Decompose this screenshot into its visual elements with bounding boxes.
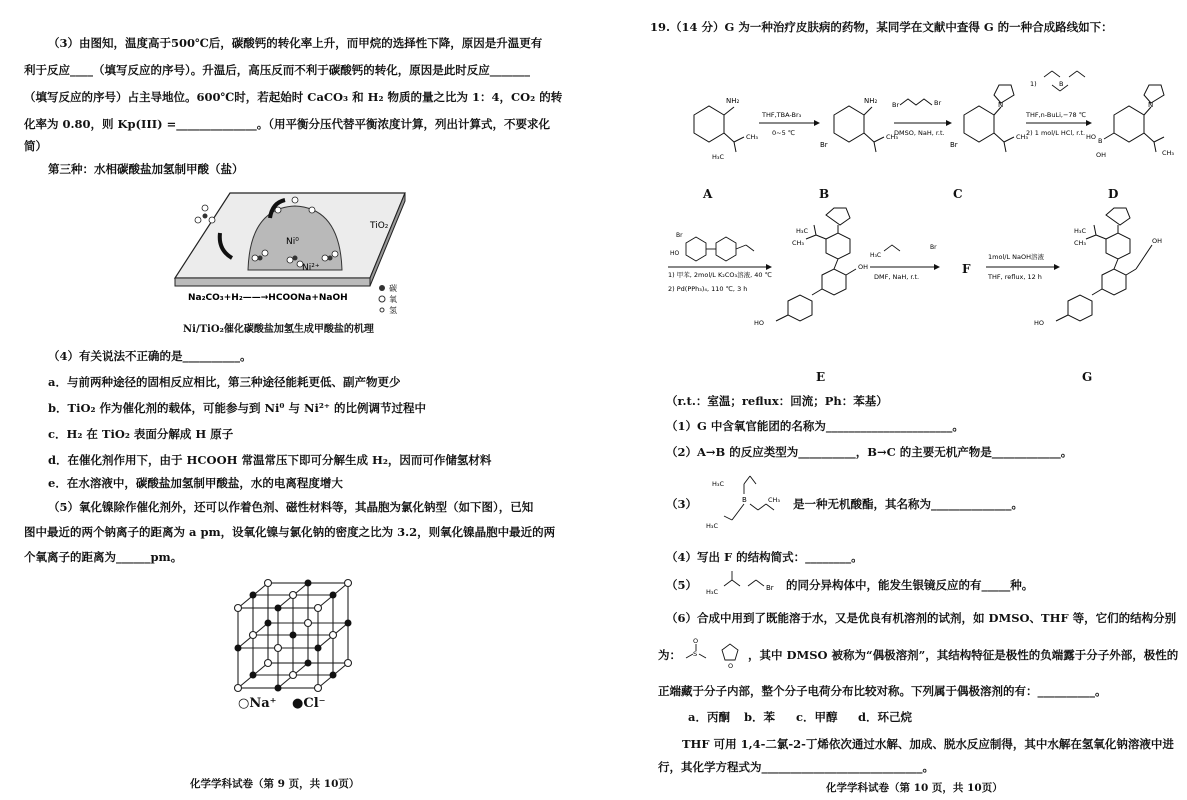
q19-part2: （2）A→B 的反应类型为__________，B→C 的主要无机产物是____________。 — [666, 445, 1073, 459]
q19-part6-line-1: （6）合成中用到了既能溶于水，又是优良有机溶剂的试剂，如 DMSO、THF 等，它们的结构分别 — [666, 611, 1177, 625]
borate-ch3-1: CH₃ — [768, 496, 781, 504]
compound-g-structure — [1056, 208, 1152, 321]
compound-e-ho: HO — [754, 319, 765, 327]
cond-d-e-1: 1) 甲苯, 2mol/L K₂CO₃溶液, 40 ℃ — [668, 271, 772, 279]
arrow-e-to-f-head — [934, 264, 940, 270]
arrow-f-to-g-head — [1054, 264, 1060, 270]
compound-c-structure — [964, 85, 1014, 152]
label-b: B — [819, 187, 830, 201]
q4-option-c: c．H₂ 在 TiO₂ 表面分解成 H 原子 — [48, 427, 234, 441]
q3-line-4: 化率为 0.80，则 Kp(III) =______________。（用平衡分压代替平衡浓度计算，列出计算式，不要求化 — [24, 117, 550, 131]
dmso-o: O — [693, 637, 699, 645]
thf-prep-line-2: 行，其化学方程式为____________________________。 — [658, 760, 934, 774]
cond-a-b: THF,TBA-Br₃ — [762, 111, 802, 119]
tio2-label: TiO₂ — [370, 221, 389, 231]
partner-ho: HO — [670, 250, 680, 257]
compound-d-ho: HO — [1086, 133, 1097, 141]
crystal-legend-cl: ●Cl⁻ — [292, 696, 326, 711]
q19-part3-text: 是一种无机酸酯，其名称为______________。 — [793, 497, 1023, 511]
cond-b-c: DMSO, NaH, r.t. — [894, 129, 945, 137]
q4-option-d: d．在催化剂作用下，由于 HCOOH 常温常压下即可分解生成 H₂，因而可作储氢材料 — [48, 453, 492, 467]
compound-d-b: B — [1098, 137, 1103, 145]
acetate-br: Br — [766, 584, 774, 592]
borate-h3c-2: H₃C — [706, 522, 719, 530]
arrow-c-to-d-head — [1086, 120, 1092, 126]
compound-c-br: Br — [950, 141, 958, 149]
thf-prep-line-1: THF 可用 1,4-二氯-2-丁烯依次通过水解、加成、脱水反应制得，其中水解在氢氧化钠溶液中进 — [682, 737, 1174, 751]
abbreviation-note: （r.t.：室温；reflux：回流；Ph：苯基） — [666, 394, 888, 408]
compound-g-ho: HO — [1034, 319, 1045, 327]
ni0-label: Ni⁰ — [286, 237, 299, 247]
q3-line-5: 简） — [24, 139, 47, 153]
option-c: c．甲醇 — [796, 710, 838, 724]
compound-e-structure — [776, 208, 856, 321]
legend-carbon-dot — [379, 285, 385, 291]
compound-e-ch3: CH₃ — [792, 239, 805, 247]
q19-part5-text: 的同分异构体中，能发生银镜反应的有_____种。 — [786, 578, 1034, 592]
compound-d-ch3: CH₃ — [1162, 149, 1174, 157]
q19-part3-label: （3） — [666, 497, 698, 511]
q4-prompt: （4）有关说法不正确的是__________。 — [48, 349, 252, 363]
compound-c-ch3: CH₃ — [1016, 133, 1029, 141]
label-e: E — [816, 370, 826, 384]
label-c: C — [953, 187, 963, 201]
label-f: F — [962, 262, 971, 276]
crystal-legend-na: ○Na⁺ — [238, 696, 277, 711]
cond-a-b-temp: 0~5 ℃ — [772, 129, 796, 137]
compound-d-structure — [1104, 85, 1164, 152]
arrow-b-to-c-head — [946, 120, 952, 126]
cond-c-d-step1: 1) — [1030, 80, 1037, 88]
q19-part6-prefix: 为： — [658, 648, 681, 662]
bromoacetate-sketch — [884, 245, 900, 251]
q5-line-3: 个氧离子的距离为______pm。 — [24, 550, 183, 564]
dibromobutane-br-2: Br — [934, 99, 942, 107]
option-a: a．丙酮 — [688, 710, 730, 724]
compound-e-oh: OH — [858, 263, 869, 271]
nacl-crystal-lattice — [228, 578, 358, 693]
method3-title: 第三种：水相碳酸盐加氢制甲酸（盐） — [48, 162, 244, 176]
q3-line-1: （3）由图知，温度高于500℃后，碳酸钙的转化率上升，而甲烷的选择性下降，原因是升温更有 — [48, 36, 543, 50]
q19-part6-line-3: 正端藏于分子内部，整个分子电荷分布比较对称。下列属于偶极溶剂的有：__________。 — [658, 684, 1107, 698]
legend-oxygen-dot — [379, 296, 385, 302]
arrow-a-to-b-head — [814, 120, 820, 126]
compound-c-n: N — [998, 101, 1004, 109]
compound-a-h3c: H₃C — [712, 153, 725, 161]
ni2-label: Ni²⁺ — [302, 263, 320, 273]
cond-e-f: DMF, NaH, r.t. — [874, 273, 920, 281]
q4-option-a: a．与前两种途径的固相反应相比，第三种途径能耗更低、副产物更少 — [48, 375, 401, 389]
compound-d-oh: OH — [1096, 151, 1107, 159]
q19-part6-line-2: ，其中 DMSO 被称为“偶极溶剂”，其结构特征是极性的负端露于分子外部，极性的 — [748, 648, 1179, 662]
compound-a-nh2: NH₂ — [726, 97, 740, 105]
q19-part1: （1）G 中含氧官能团的名称为______________________。 — [666, 419, 964, 433]
arrow-d-to-e-head — [766, 264, 772, 270]
compound-b-structure — [834, 106, 884, 152]
label-a: A — [703, 187, 713, 201]
cond-c-d-3: 2) 1 mol/L HCl, r.t. — [1026, 129, 1086, 137]
q19-part5-label: （5） — [666, 578, 698, 592]
q19-part4: （4）写出 F 的结构简式：________。 — [666, 550, 863, 564]
dmso-s: S — [693, 650, 698, 658]
q3-line-3: （填写反应的序号）占主导地位。600℃时，若起始时 CaCO₃ 和 H₂ 物质的量之比为 1：4，CO₂ 的转 — [24, 90, 563, 104]
borate-center-b: B — [742, 496, 747, 504]
figure-caption: Ni/TiO₂催化碳酸盐加氢生成甲酸盐的机理 — [183, 324, 374, 335]
bromoacetate-h3c: H₃C — [870, 252, 882, 259]
partner-br: Br — [676, 232, 683, 239]
left-page-footer: 化学学科试卷（第 9 页，共 10页） — [190, 778, 360, 790]
dibromobutane-br-1: Br — [892, 101, 900, 109]
label-g: G — [1082, 370, 1093, 384]
dmso-thf-structures — [682, 634, 746, 674]
right-page-footer: 化学学科试卷（第 10 页，共 10页） — [826, 782, 1003, 794]
cond-c-d-2: THF,n-BuLi,−78 ℃ — [1026, 111, 1087, 119]
plate-edge — [175, 278, 370, 286]
compound-b-nh2: NH₂ — [864, 97, 878, 105]
legend-hydrogen-dot — [380, 308, 384, 312]
left-exam-page — [0, 0, 590, 800]
compound-b-br: Br — [820, 141, 828, 149]
compound-g-oh: OH — [1152, 237, 1163, 245]
dibromobutane-chain — [900, 99, 932, 105]
cond-f-g-2: THF, reflux, 12 h — [988, 273, 1042, 281]
borate-h3c-1: H₃C — [712, 480, 725, 488]
borate-b: B — [1059, 80, 1064, 88]
bromoacetate-br: Br — [930, 244, 937, 251]
compound-e-h3c: H₃C — [796, 227, 809, 235]
label-d: D — [1108, 187, 1119, 201]
compound-g-h3c: H₃C — [1074, 227, 1087, 235]
catalyst-mechanism-figure — [160, 178, 420, 318]
q5-line-1: （5）氧化镍除作催化剂外，还可以作着色剂、磁性材料等，其晶胞为氯化钠型（如下图），已知 — [48, 500, 534, 514]
q5-line-2: 图中最近的两个钠离子的距离为 a pm，设氧化镍与氯化钠的密度之比为 3.2，则氧化镍晶胞中最近的两 — [24, 525, 556, 539]
coupling-partner-structure — [686, 237, 754, 261]
thf-o: O — [728, 662, 734, 670]
compound-b-ch3: CH₃ — [886, 133, 899, 141]
acetate-h3c: H₃C — [706, 588, 719, 596]
bromoethyl-acetate-structure — [704, 568, 784, 596]
q4-option-e: e．在水溶液中，碳酸盐加氢制甲酸盐，水的电离程度增大 — [48, 476, 343, 490]
q3-line-2: 利于反应____（填写反应的序号）。升温后，高压反而不利于碳酸钙的转化，原因是此时反应_______ — [24, 63, 530, 77]
compound-g-ch3: CH₃ — [1074, 239, 1087, 247]
synthesis-scheme-row-2 — [666, 205, 1176, 365]
legend-hydrogen: 氢 — [389, 306, 397, 315]
legend-carbon: 碳 — [389, 284, 397, 293]
cond-d-e-2: 2) Pd(PPh₃)₄, 110 ℃, 3 h — [668, 285, 748, 293]
cond-f-g-1: 1mol/L NaOH溶液 — [988, 253, 1044, 261]
triisopropyl-borate-sketch — [1044, 71, 1085, 91]
synthesis-scheme-row-1 — [674, 55, 1174, 185]
right-exam-page — [596, 0, 1187, 800]
option-d: d．环己烷 — [858, 710, 913, 724]
option-b: b．苯 — [744, 710, 776, 724]
compound-a-structure — [694, 106, 744, 152]
q4-option-b: b．TiO₂ 作为催化剂的载体，可能参与到 Ni⁰ 与 Ni²⁺ 的比例调节过程中 — [48, 401, 426, 415]
triisopropyl-borate-structure — [704, 470, 789, 540]
legend-oxygen: 氧 — [389, 295, 397, 304]
figure-reaction-equation: Na₂CO₃+H₂——→HCOONa+NaOH — [188, 293, 348, 303]
q19-title: 19.（14 分）G 为一种治疗皮肤病的药物，某同学在文献中查得 G 的一种合成路线如下： — [650, 20, 1113, 34]
compound-d-n: N — [1148, 101, 1154, 109]
compound-a-ch3: CH₃ — [746, 133, 759, 141]
